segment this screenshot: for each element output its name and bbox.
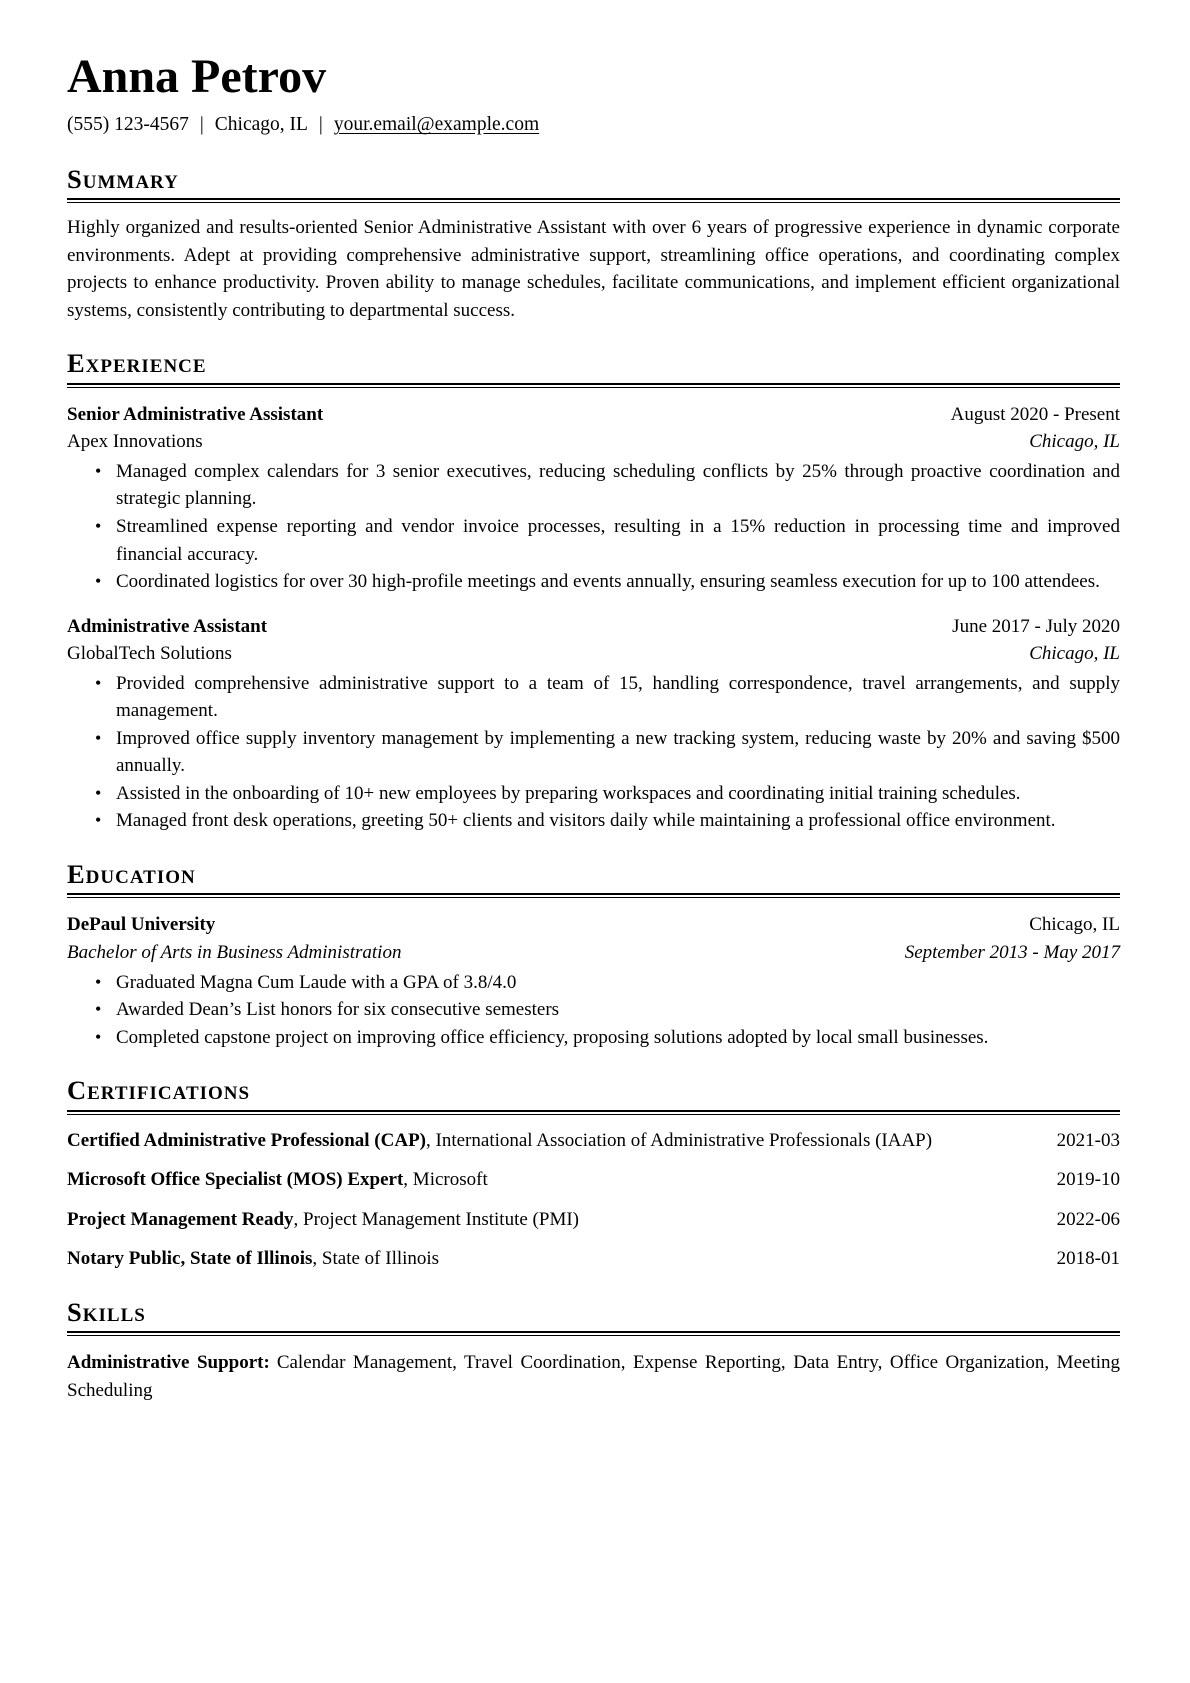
- school-title-row: [67, 911, 1120, 939]
- bullet-item: [67, 996, 1120, 1024]
- job-bullet-list: [67, 670, 1120, 835]
- skills-section-title: Skills: [67, 1296, 146, 1327]
- certification-entry: [67, 1166, 1120, 1194]
- bullet-item: [67, 513, 1120, 568]
- certification-issuer: International Association of Administrative Professionals (IAAP): [435, 1129, 933, 1151]
- summary-paragraph: Highly organized and results-oriented Senior Administrative Assistant with over 6 years of progressive experience in dynamic corporate environments. Adept at providing comprehensive administrative support, streamlining office operations, and coordinating complex projects to enhance productivity. Proven ability to manage schedules, facilitate communications, and implement efficient organizational systems, consistently contributing to departmental success.: [67, 217, 1120, 321]
- experience-section-title: Experience: [67, 348, 207, 379]
- certification-entry: [67, 1245, 1120, 1273]
- certification-entry: [67, 1127, 1120, 1155]
- separator-pipe: |: [199, 114, 204, 136]
- job-company-row: [67, 428, 1120, 456]
- bullet-text: Improved office supply inventory management by implementing a new tracking system, reducing waste by 20% and saving $500 annually.: [116, 727, 1120, 777]
- degree-name: Bachelor of Arts in Business Administration: [67, 942, 402, 963]
- certification-text: [67, 1245, 1120, 1273]
- section-rule: [67, 893, 1120, 898]
- bullet-item: [67, 670, 1120, 725]
- school-name: DePaul University: [67, 914, 216, 936]
- bullet-marker: •: [95, 515, 102, 536]
- school-dates: September 2013 - May 2017: [904, 942, 1120, 963]
- section-rule: [67, 1110, 1120, 1115]
- certification-name: Microsoft Office Specialist (MOS) Expert: [67, 1169, 404, 1191]
- certification-name: Project Management Ready: [67, 1208, 294, 1230]
- certification-separator: ,: [312, 1248, 322, 1270]
- section-certifications: [67, 1075, 1120, 1273]
- certification-entry: [67, 1206, 1120, 1234]
- bullet-text: Coordinated logistics for over 30 high-profile meetings and events annually, ensuring seamless execution for up to 100 attendees.: [116, 571, 1100, 593]
- certification-text: [67, 1127, 1120, 1155]
- bullet-marker: •: [95, 971, 102, 992]
- section-experience: [67, 348, 1120, 835]
- job-title: Senior Administrative Assistant: [67, 403, 324, 425]
- bullet-item: [67, 780, 1120, 808]
- company-name: GlobalTech Solutions: [67, 643, 232, 665]
- bullet-text: Graduated Magna Cum Laude with a GPA of 3.8/4.0: [116, 971, 517, 993]
- job-dates: August 2020 - Present: [950, 403, 1120, 425]
- certification-issuer: State of Illinois: [321, 1248, 440, 1270]
- company-name: Apex Innovations: [67, 431, 203, 453]
- bullet-marker: •: [95, 727, 102, 748]
- certification-issuer: Project Management Institute (PMI): [303, 1208, 579, 1230]
- certification-date: 2019-10: [1043, 1166, 1120, 1194]
- separator-pipe: |: [318, 114, 323, 136]
- skill-category: Administrative Support:: [67, 1352, 270, 1374]
- certification-separator: ,: [426, 1129, 436, 1151]
- bullet-marker: •: [95, 571, 102, 592]
- certification-text: [67, 1206, 1120, 1234]
- bullet-item: [67, 725, 1120, 780]
- certification-date: 2022-06: [1043, 1206, 1120, 1234]
- section-education: [67, 859, 1120, 1051]
- job-company-row: [67, 640, 1120, 668]
- bullet-item: [67, 458, 1120, 513]
- bullet-text: Provided comprehensive administrative support to a team of 15, handling correspondence, travel arrangements, and supply management.: [116, 672, 1120, 722]
- bullet-text: Awarded Dean’s List honors for six consecutive semesters: [116, 999, 560, 1021]
- phone-number: (555) 123-4567: [67, 114, 189, 136]
- certification-name: Certified Administrative Professional (CAP): [67, 1129, 427, 1151]
- certification-date: 2018-01: [1043, 1245, 1120, 1273]
- bullet-text: Managed complex calendars for 3 senior executives, reducing scheduling conflicts by 25% through proactive coordination and strategic planning.: [116, 460, 1120, 510]
- certification-name: Notary Public, State of Illinois: [67, 1248, 313, 1270]
- certifications-section-title: Certifications: [67, 1075, 251, 1106]
- certification-text: [67, 1166, 1120, 1194]
- bullet-marker: •: [95, 460, 102, 481]
- email-link[interactable]: your.email@example.com: [333, 114, 540, 136]
- bullet-marker: •: [95, 810, 102, 831]
- job-bullet-list: [67, 458, 1120, 596]
- skills-entry: [67, 1349, 1120, 1404]
- bullet-item: [67, 969, 1120, 997]
- section-rule: [67, 198, 1120, 203]
- section-skills: [67, 1297, 1120, 1405]
- job-entry: [67, 401, 1120, 596]
- resume-header: [67, 52, 1120, 140]
- bullet-text: Managed front desk operations, greeting 50+ clients and visitors daily while maintaining a professional office environment.: [116, 810, 1056, 832]
- bullet-item: [67, 807, 1120, 835]
- job-title-row: [67, 401, 1120, 429]
- job-dates: June 2017 - July 2020: [952, 615, 1120, 637]
- contact-line: [67, 111, 1120, 139]
- job-title: Administrative Assistant: [67, 615, 268, 637]
- job-location: Chicago, IL: [1029, 431, 1120, 453]
- location-text: Chicago, IL: [214, 114, 308, 136]
- summary-section-title: Summary: [67, 163, 179, 194]
- school-degree-row: [67, 939, 1120, 967]
- school-location: Chicago, IL: [1029, 914, 1120, 936]
- job-entry: [67, 613, 1120, 835]
- bullet-text: Assisted in the onboarding of 10+ new employees by preparing workspaces and coordinating initial training schedules.: [116, 782, 1021, 804]
- bullet-marker: •: [95, 672, 102, 693]
- certification-separator: ,: [403, 1169, 413, 1191]
- certification-date: 2021-03: [1043, 1127, 1120, 1155]
- bullet-text: Completed capstone project on improving office efficiency, proposing solutions adopted by local small businesses.: [116, 1026, 989, 1048]
- skill-list: Calendar Management, Travel Coordination, Expense Reporting, Data Entry, Office Organization, Meeting Scheduling: [67, 1352, 1120, 1401]
- education-section-title: Education: [67, 858, 196, 889]
- education-entry: [67, 911, 1120, 1051]
- certification-separator: ,: [293, 1208, 304, 1230]
- bullet-text: Streamlined expense reporting and vendor invoice processes, resulting in a 15% reduction in processing time and improved financial accuracy.: [116, 515, 1120, 565]
- job-title-row: [67, 613, 1120, 641]
- bullet-marker: •: [95, 782, 102, 803]
- job-location: Chicago, IL: [1029, 643, 1120, 665]
- section-rule: [67, 1331, 1120, 1336]
- bullet-item: [67, 1024, 1120, 1052]
- person-name: Anna Petrov: [67, 50, 327, 103]
- certification-issuer: Microsoft: [412, 1169, 488, 1191]
- bullet-item: [67, 568, 1120, 596]
- education-bullet-list: [67, 969, 1120, 1052]
- bullet-marker: •: [95, 999, 102, 1020]
- bullet-marker: •: [95, 1026, 102, 1047]
- section-summary: [67, 164, 1120, 325]
- section-rule: [67, 383, 1120, 388]
